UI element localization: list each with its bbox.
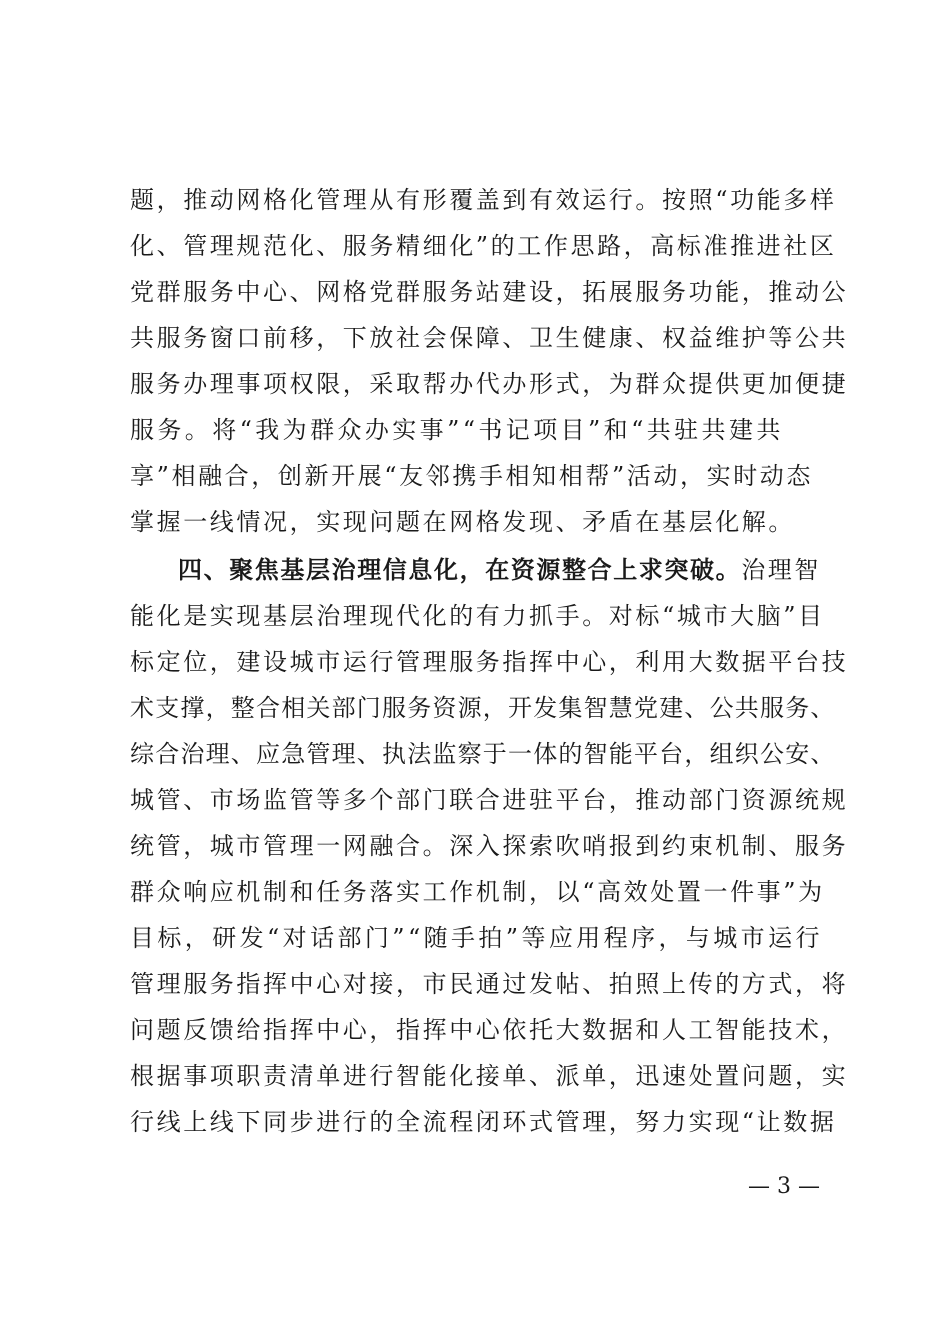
paragraph-line: 统管，城市管理一网融合。深入探索吹哨报到约束机制、服务 (130, 832, 849, 860)
paragraph-line: 掌握一线情况，实现问题在网格发现、矛盾在基层化解。 (130, 508, 795, 536)
paragraph-line: 目标，研发“对话部门”“随手拍”等应用程序，与城市运行 (130, 924, 823, 952)
paragraph-line: 术支撑，整合相关部门服务资源，开发集智慧党建、公共服务、 (130, 694, 836, 722)
paragraph-line: 标定位，建设城市运行管理服务指挥中心，利用大数据平台技 (130, 648, 849, 676)
page-number: — 3 — (748, 1174, 820, 1199)
paragraph-line: 题，推动网格化管理从有形覆盖到有效运行。按照“功能多样 (130, 186, 837, 214)
paragraph-line: 享”相融合，创新开展“友邻携手相知相帮”活动，实时动态 (130, 462, 814, 490)
paragraph-line: 党群服务中心、网格党群服务站建设，拓展服务功能，推动公 (130, 278, 849, 306)
section-heading-continuation: 治理智 (741, 556, 822, 584)
paragraph-line: 群众响应机制和任务落实工作机制，以“高效处置一件事”为 (130, 878, 825, 906)
section-heading: 四、聚焦基层治理信息化，在资源整合上求突破。 (178, 555, 742, 584)
paragraph-line: 行线上线下同步进行的全流程闭环式管理，努力实现“让数据 (130, 1108, 837, 1136)
paragraph-line: 化、管理规范化、服务精细化”的工作思路，高标准推进社区 (130, 232, 837, 260)
paragraph-line: 问题反馈给指挥中心，指挥中心依托大数据和人工智能技术， (130, 1016, 849, 1044)
paragraph-line: 管理服务指挥中心对接，市民通过发帖、拍照上传的方式，将 (130, 970, 849, 998)
paragraph-line: 城管、市场监管等多个部门联合进驻平台，推动部门资源统规 (130, 786, 849, 814)
paragraph-line: 共服务窗口前移，下放社会保障、卫生健康、权益维护等公共 (130, 324, 849, 352)
paragraph-line: 根据事项职责清单进行智能化接单、派单，迅速处置问题，实 (130, 1062, 849, 1090)
section-heading-line (178, 550, 830, 590)
paragraph-line: 服务。将“我为群众办实事”“书记项目”和“共驻共建共 (130, 416, 784, 444)
paragraph-line: 服务办理事项权限，采取帮办代办形式，为群众提供更加便捷 (130, 370, 849, 398)
paragraph-line: 能化是实现基层治理现代化的有力抓手。对标“城市大脑”目 (130, 602, 825, 630)
paragraph-line: 综合治理、应急管理、执法监察于一体的智能平台，组织公安、 (130, 740, 836, 768)
